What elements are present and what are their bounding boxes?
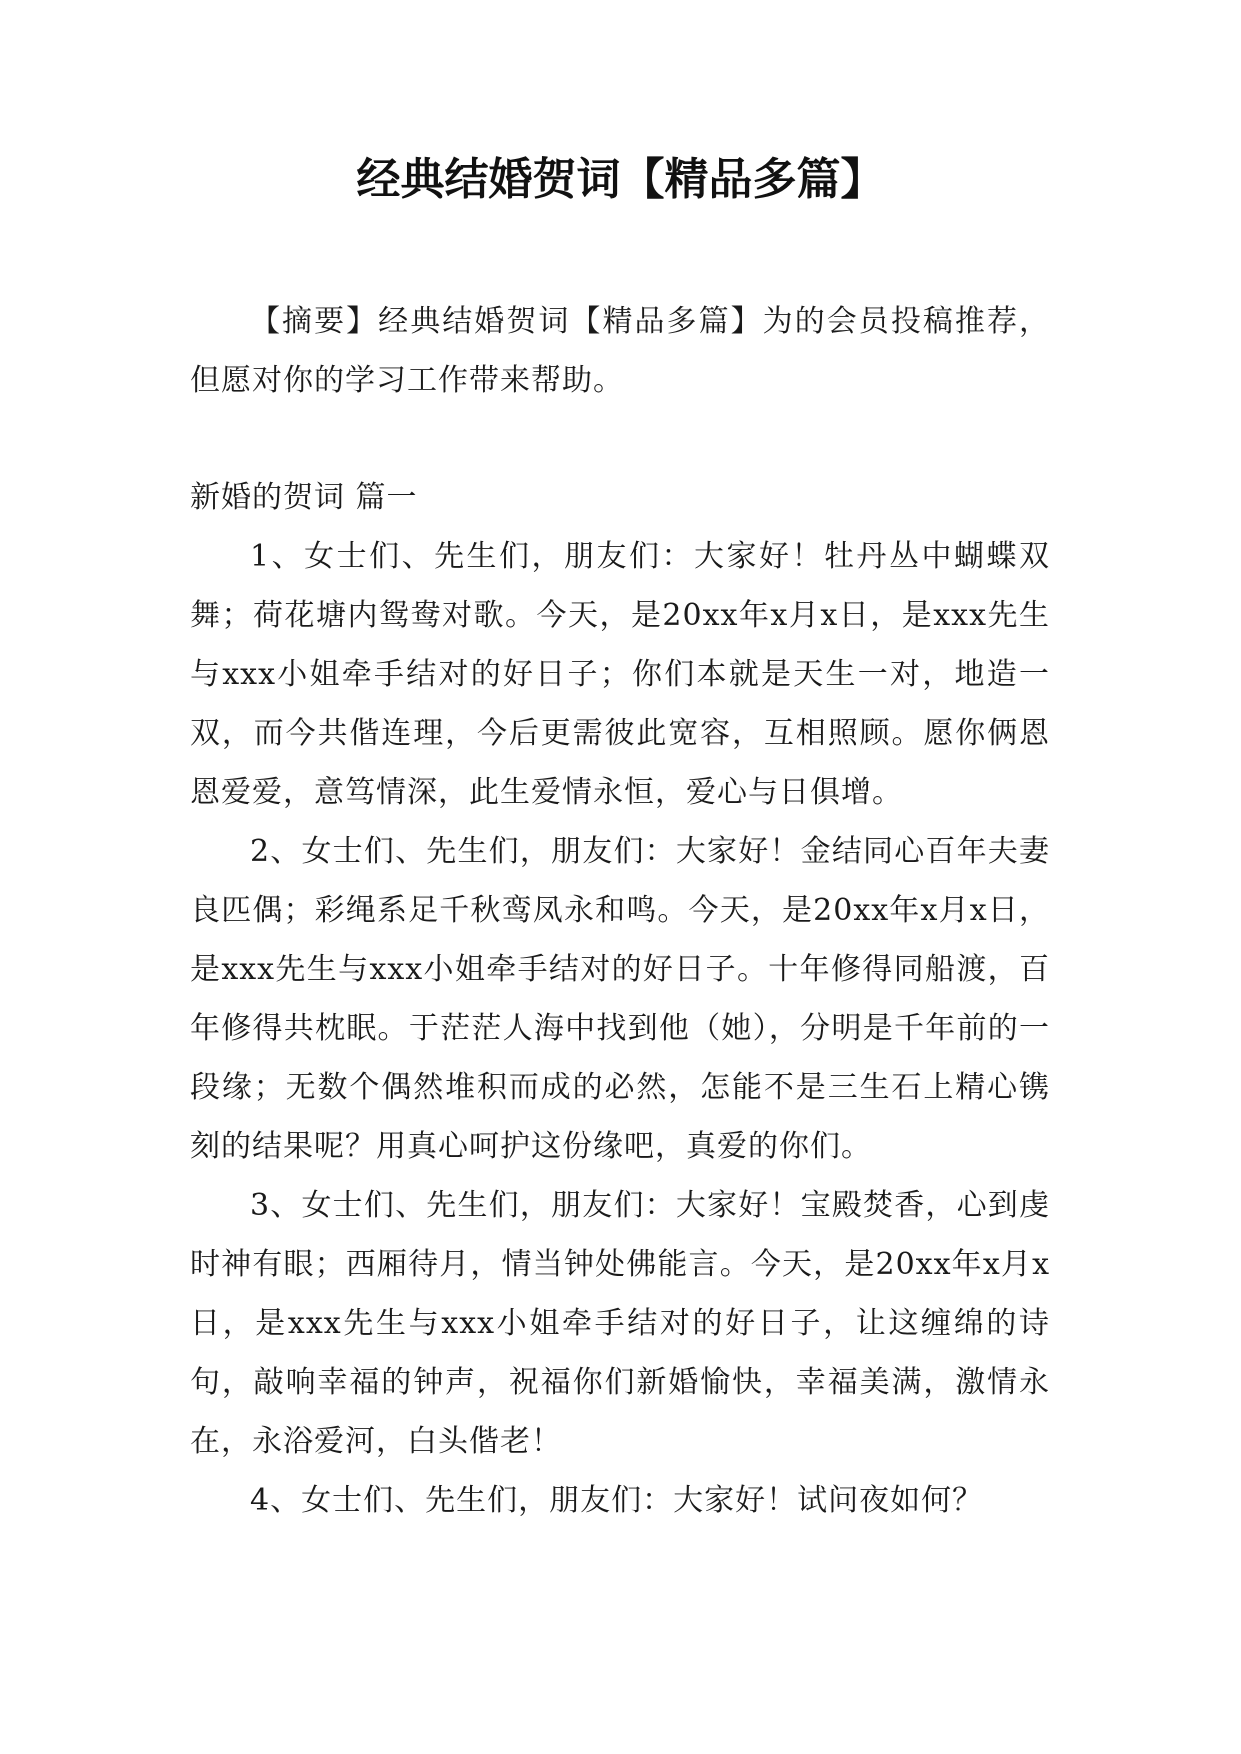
body-paragraph-2: 2、女士们、先生们，朋友们：大家好！金结同心百年夫妻良匹偶；彩绳系足千秋鸾凤永和鸣。今天，是20xx年x月x日，是xxx先生与xxx小姐牵手结对的好日子。十年修得同船渡，百年修得共枕眠。于茫茫人海中找到他（她），分明是千年前的一段缘；无数个偶然堆积而成的必然，怎能不是三生石上精心镌刻的结果呢？用真心呵护这份缘吧，真爱的你们。 — [190, 834, 1050, 1164]
document-title: 经典结婚贺词【精品多篇】 — [356, 154, 885, 205]
body-paragraph-1: 1、女士们、先生们，朋友们：大家好！牡丹丛中蝴蝶双舞；荷花塘内鸳鸯对歌。今天，是20xx年x月x日，是xxx先生与xxx小姐牵手结对的好日子；你们本就是天生一对，地造一双，而今共偕连理，今后更需彼此宽容，互相照顾。愿你俩恩恩爱爱，意笃情深，此生爱情永恒，爱心与日俱增。 — [190, 539, 1050, 810]
document-body — [190, 292, 1050, 1530]
body-paragraph-4: 4、女士们、先生们，朋友们：大家好！试问夜如何？ — [250, 1483, 984, 1518]
abstract-paragraph: 【摘要】经典结婚贺词【精品多篇】为的会员投稿推荐，但愿对你的学习工作带来帮助。 — [190, 304, 1050, 398]
section-heading: 新婚的贺词 篇一 — [190, 480, 418, 515]
body-paragraph-3: 3、女士们、先生们，朋友们：大家好！宝殿焚香，心到虔时神有眼；西厢待月，情当钟处佛能言。今天，是20xx年x月x日，是xxx先生与xxx小姐牵手结对的好日子，让这缠绵的诗句，敲响幸福的钟声，祝福你们新婚愉快，幸福美满，激情永在，永浴爱河，白头偕老！ — [190, 1188, 1050, 1459]
